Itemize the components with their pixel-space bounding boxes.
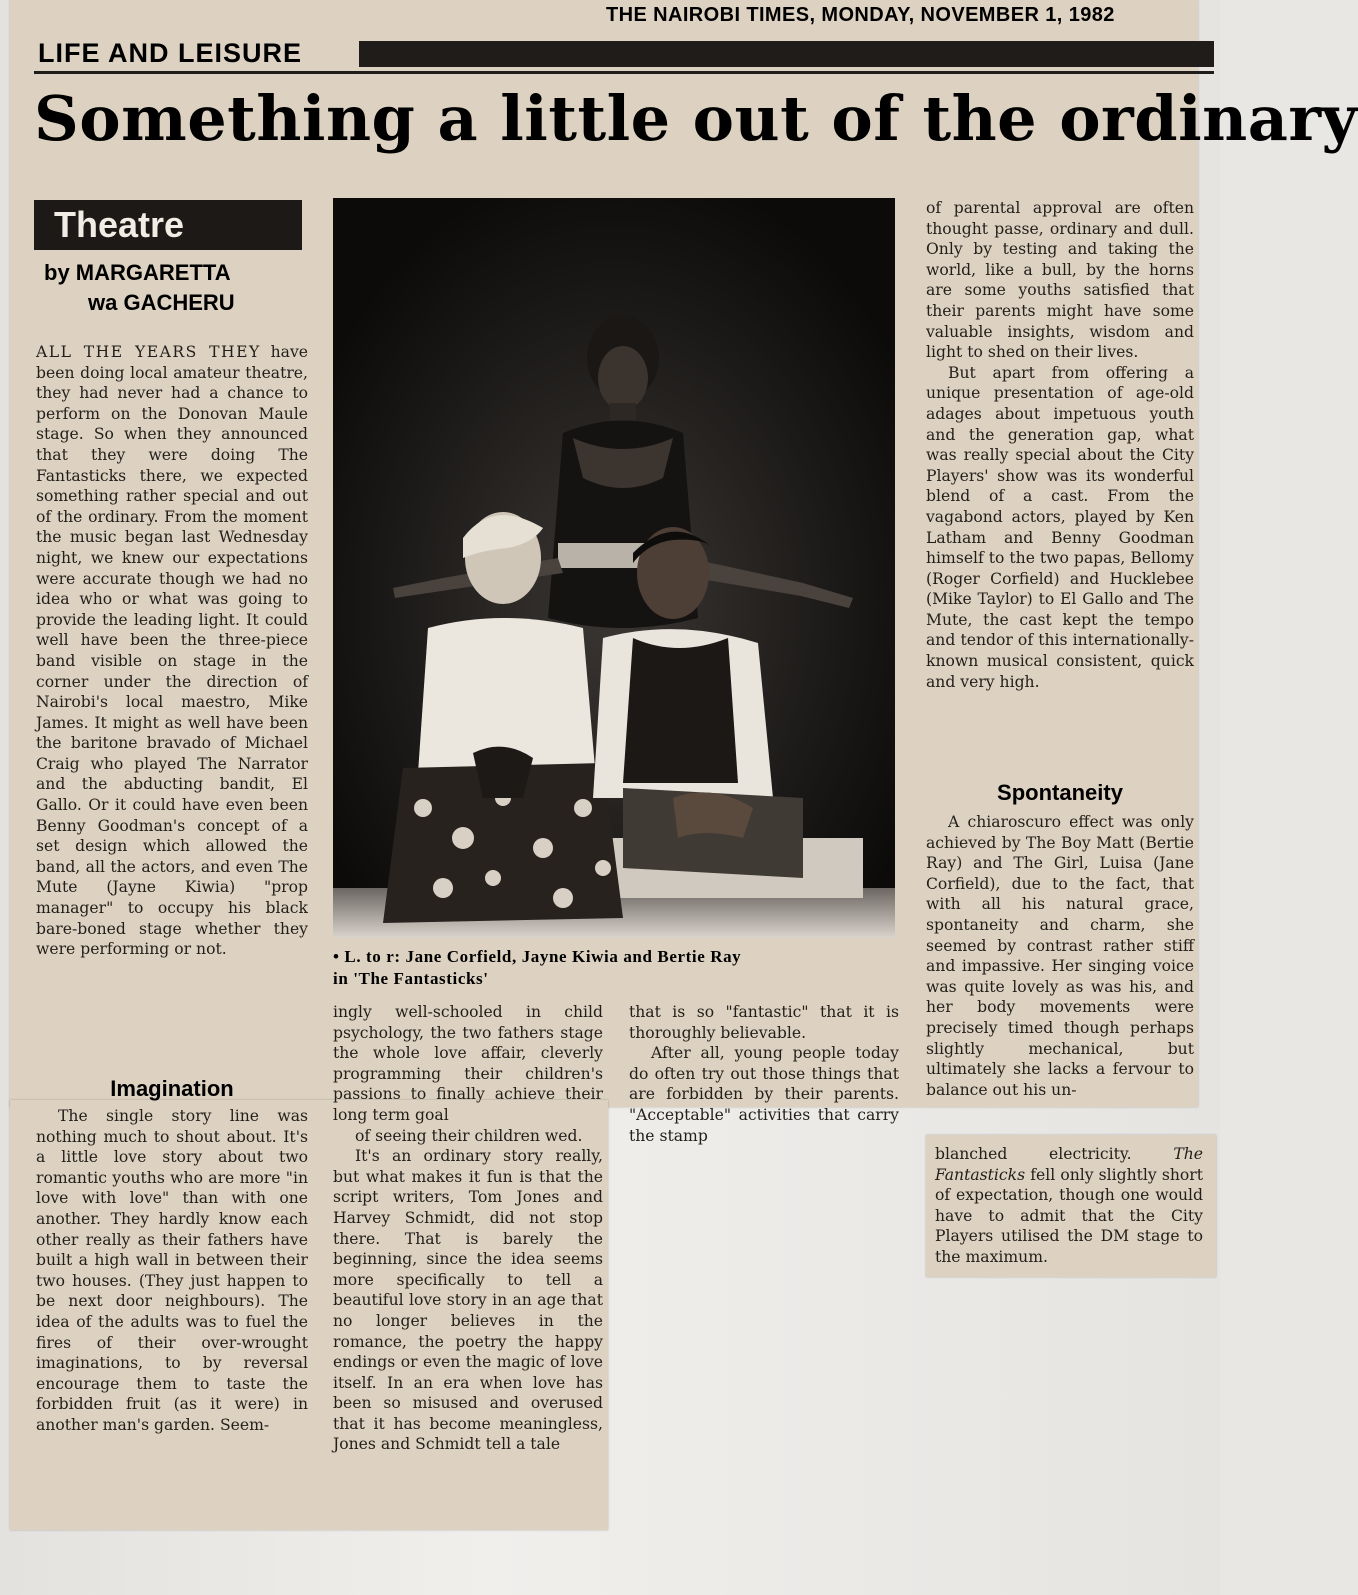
- article-tail: [935, 1144, 1203, 1268]
- tail-title: The Fantasticks: [935, 1145, 1203, 1184]
- column-1-text: have been doing local amateur theatre, they had never had a chance to perform on the Donovan Maule stage. So when they announced that they were doing The Fantasticks there, we expected something rather special and out of the ordinary. From the moment the music began last Wednesday night, we knew our expectations were accurate though we had no idea who or what was going to provide the leading light. It could well have been the three-piece band visible on stage in the corner under the direction of Nairobi's local maestro, Mike James. It might as well have been the baritone bravado of Michael Craig who played The Narrator and the abducting bandit, El Gallo. Or it could have even been Benny Goodman's concept of a set design which allowed the band, all the actors, and even The Mute (Jayne Kiwia) "prop manager" to occupy his black bare-boned stage whether they were performing or not.: [36, 343, 308, 959]
- caption-line-1: • L. to r: Jane Corfield, Jayne Kiwia and Bertie Ray: [333, 947, 742, 966]
- tail-text-b: fell only slightly short of expectation, though one would have to admit that the City Players utilised the DM stage to the maximum.: [935, 1165, 1203, 1266]
- article-column-1: [36, 342, 308, 960]
- article-column-4-continued: [926, 812, 1194, 1100]
- byline: [44, 258, 314, 318]
- column-3-text-b: After all, young people today do often try out those things that are forbidden by their parents. "Acceptable" activities that carry the stamp: [629, 1044, 899, 1145]
- tail-text-a: blanched electricity.: [935, 1145, 1174, 1163]
- article-column-3: [629, 1002, 899, 1146]
- dateline: THE NAIROBI TIMES, MONDAY, NOVEMBER 1, 1982: [606, 4, 1115, 26]
- kicker-theatre: Theatre: [34, 200, 302, 250]
- column-2-text-b: of seeing their children wed.: [355, 1126, 583, 1145]
- header-rule: [34, 71, 1214, 74]
- article-column-2: [333, 1002, 603, 1455]
- caption-line-2: in 'The Fantasticks': [333, 969, 489, 988]
- section-bar: [359, 41, 1214, 67]
- tail-paragraph: [935, 1144, 1203, 1268]
- byline-line2: wa GACHERU: [88, 290, 235, 315]
- byline-line1: by MARGARETTA: [44, 260, 231, 285]
- headline: Something a little out of the ordinary: [34, 82, 1358, 155]
- column-1b-text: The single story line was nothing much to shout about. It's a little love story about two romantic youths who are more "in love with love" than with one another. They hardly know each other really as their fathers have built a high wall in between their two houses. (They just happen to be next door neighbours). The idea of the adults was to fuel the fires of their over-wrought imaginations, to by reversal encourage them to taste the forbidden fruit (as it were) in another man's garden. Seem-: [36, 1107, 308, 1434]
- column-2-text-c: It's an ordinary story really, but what makes it fun is that the script writers, Tom Jones and Harvey Schmidt, did not stop there. That is barely the beginning, since the idea seems more specifically to tell a beautiful love story in an age that no longer believes in the romance, the poetry the happy endings or even the magic of love itself. In an era when love has been so misused and overused that it has become meaningless, Jones and Schmidt tell a tale: [333, 1147, 603, 1454]
- article-column-4: [926, 198, 1194, 692]
- column-3-text-a: that is so "fantastic" that it is thoroughly believable.: [629, 1003, 899, 1042]
- column-4-text-a: of parental approval are often thought passe, ordinary and dull. Only by testing and taking the world, like a bull, by the horns are some youths satisfied that their parents might have some valuable insights, wisdom and light to shed on their lives.: [926, 199, 1194, 362]
- photo-caption: [333, 946, 901, 990]
- column-4-text-c: A chiaroscuro effect was only achieved by The Boy Matt (Bertie Ray) and The Girl, Luisa (Jane Corfield), due to the fact, that with all his natural grace, spontaneity and charm, she seemed by contrast rather stiff and impassive. Her singing voice was quite lovely as was his, and her body movements were precisely timed though perhaps slightly mechanical, but ultimately she lacks a fervour to balance out his un-: [926, 813, 1194, 1099]
- lead-in: ALL THE YEARS THEY: [36, 343, 261, 361]
- subhead-spontaneity: Spontaneity: [997, 780, 1123, 805]
- column-1-paragraph: [36, 342, 308, 960]
- subhead-imagination: Imagination: [110, 1076, 234, 1101]
- article-column-1-continued: [36, 1106, 308, 1436]
- photo-cast: [333, 198, 895, 938]
- column-4-text-b: But apart from offering a unique presentation of age-old adages about impetuous youth and the generation gap, what was really special about the City Players' show was its wonderful blend of a cast. From the vagabond actors, played by Ken Latham and Benny Goodman himself to the two papas, Bellomy (Roger Corfield) and Hucklebee (Mike Taylor) to El Gallo and The Mute, the cast kept the tempo and tendor of this internationally-known musical consistent, quick and very high.: [926, 363, 1194, 691]
- photo-illustration: [333, 198, 895, 938]
- column-2-text-a: ingly well-schooled in child psychology, the two fathers stage the whole love affair, cleverly programming their children's passions to finally achieve their long term goal: [333, 1003, 603, 1124]
- section-label: LIFE AND LEISURE: [38, 38, 303, 68]
